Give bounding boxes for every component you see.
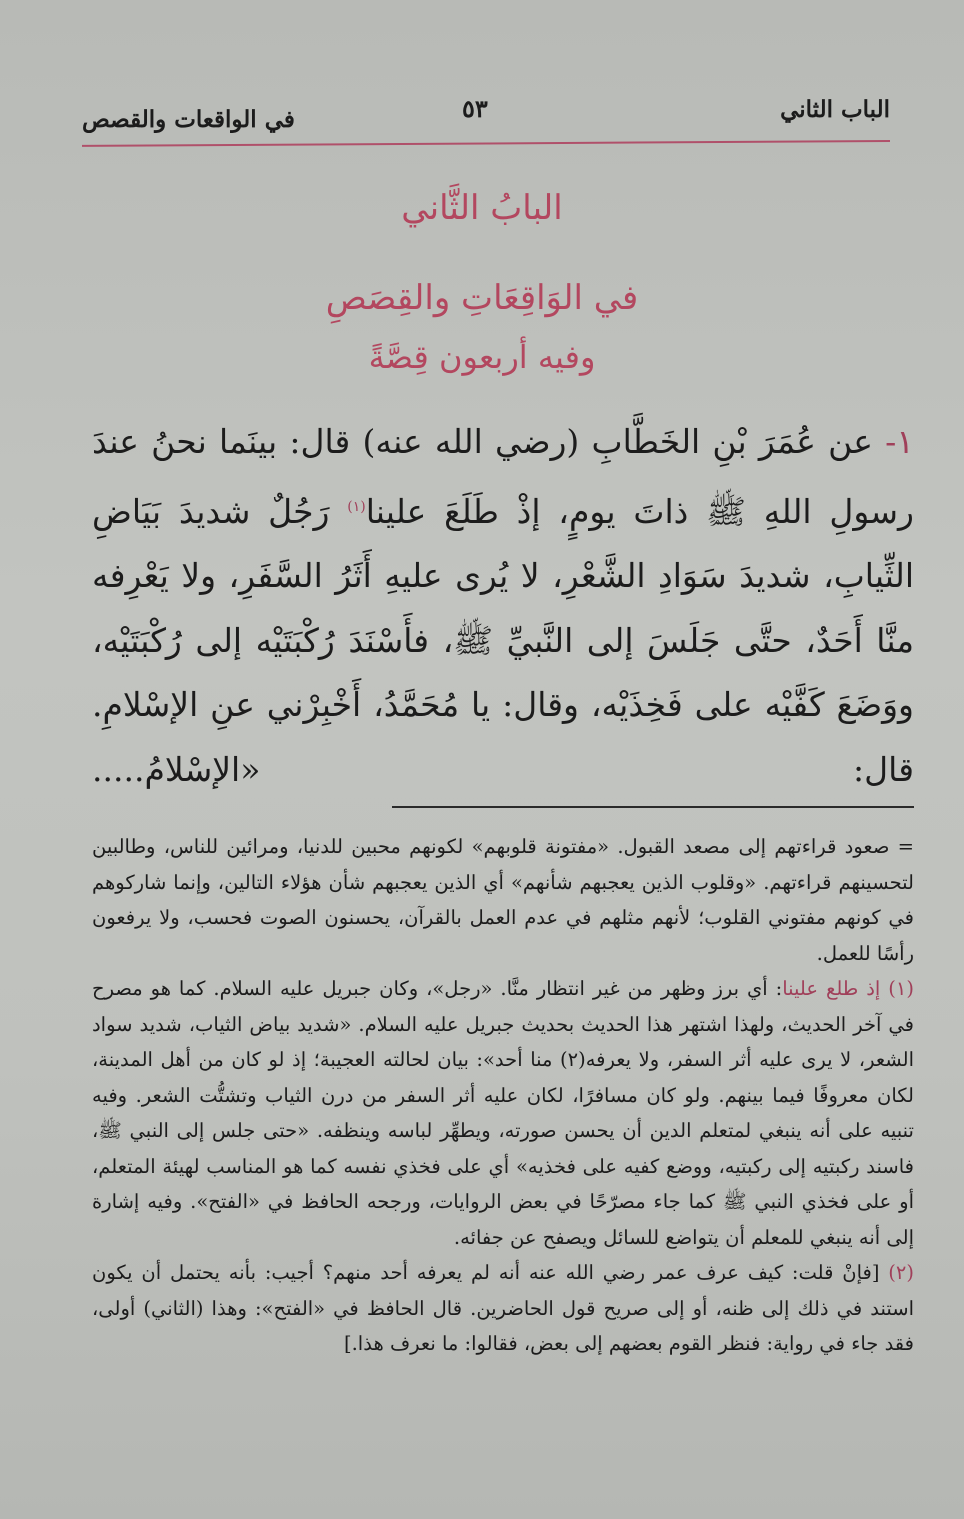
running-header: [82, 92, 890, 138]
footnote-text: : أي برز وظهر من غير انتظار منَّا. «رجل»، وكان جبريل عليه السلام. كما هو مصرح في آخر الحديث، ولهذا اشتهر هذا الحديث بحديث جبريل عليه السلام. «شديد بياض الثياب، شديد سواد الشعر، لا يرى عليه أثر السفر، ولا يعرفه(٢) منا أحد»: بيان لحالته العجيبة؛ إذ لو كان من أهل المدينة، لكان معروفًا فيما بينهم. ولو كان مسافرًا، لكان عليه أثر السفر من درن الثياب وتشتُّت الشعر. وفيه تنبيه على أنه ينبغي لمتعلم الدين أن يحسن صورته، ويطهِّر لباسه وينظفه. «حتى جلس إلى النبي ﷺ، فاسند ركبتيه إلى ركبتيه، ووضع كفيه على فخذيه» أي على فخذي نفسه كما هو المناسب لهيئة المتعلم، أو على فخذي النبي ﷺ كما جاء مصرّحًا في بعض الروايات، ورجحه الحافظ في «الفتح». وفيه إشارة إلى أنه ينبغي للمعلم أن يتواضع للسائل ويصفح عن جفائه.: [92, 977, 914, 1249]
chapter-subject: في الوَاقِعَاتِ والقِصَصِ: [325, 278, 639, 318]
hadith-number: ١-: [885, 422, 914, 461]
page-number: ٥٣: [462, 94, 488, 123]
footnotes: [92, 829, 914, 1362]
hadith-text-part2: رَجُلٌ شديدَ بَيَاضِ الثِّيابِ، شديدَ سَوَادِ الشَّعْرِ، لا يُرى عليهِ أَثَرُ السَّفَرِ، ولا يَعْرِفه منَّا أَحَدٌ، حتَّى جَلَسَ إلى النَّبيِّ ﷺ، فأَسْنَدَ رُكْبَتَيْه إلى رُكْبَتَيْه، ووَضَعَ كَفَّيْه على فَخِذَيْه، وقال: يا مُحَمَّدُ، أَخْبِرْني عنِ الإسْلامِ. قال: «الإسْلامُ.....: [92, 491, 914, 789]
chapter-title: البابُ الثَّاني: [401, 188, 563, 228]
hadith-text-part1: عن عُمَرَ بْنِ الخَطَّابِ (رضي الله عنه) قال: بينَما نحنُ عندَ رسولِ اللهِ ﷺ ذاتَ يومٍ، إذْ طَلَعَ علينا: [92, 422, 914, 531]
header-rule: [82, 140, 890, 147]
hadith-text: [92, 410, 914, 802]
footnote-continued: = صعود قراءتهم إلى مصعد القبول. «مفتونة قلوبهم» لكونهم محبين للدنيا، ومرائين للناس، وطالبين لتحسينهم قراءتهم. «وقلوب الذين يعجبهم شأنهم» أي الذين يعجبهم شأن هؤلاء التالين، وإنما شاركوهم في كونهم مفتوني القلوب؛ لأنهم مثلهم في عدم العمل بالقرآن، يحسنون الصوت فحسب، ولا يرفعون رأسًا للعمل.: [92, 835, 915, 965]
footnote-ref-1[interactable]: (١): [347, 498, 366, 515]
header-subject-label: في الواقعات والقصص: [82, 106, 295, 133]
footnote-number: (١): [888, 977, 914, 1000]
chapter-count: وفيه أربعون قِصَّةً: [368, 338, 596, 376]
footnote-number: (٢): [888, 1261, 914, 1284]
footnote-1: [92, 971, 914, 1255]
footnote-lemma: إذ طلع علينا: [782, 977, 881, 1000]
footnote-2: [92, 1255, 914, 1362]
header-chapter-label: الباب الثاني: [780, 96, 890, 123]
footnote-separator: [392, 806, 914, 808]
footnote-text: [فإنْ قلت: كيف عرف عمر رضي الله عنه أنه لم يعرفه أحد منهم؟ أجيب: بأنه يحتمل أن يكون استند في ذلك إلى ظنه، أو إلى صريح قول الحاضرين. قال الحافظ في «الفتح»: وهذا (الثاني) أولى، فقد جاء في رواية: فنظر القوم بعضهم إلى بعض، فقالوا: ما نعرف هذا.]: [92, 1261, 914, 1355]
